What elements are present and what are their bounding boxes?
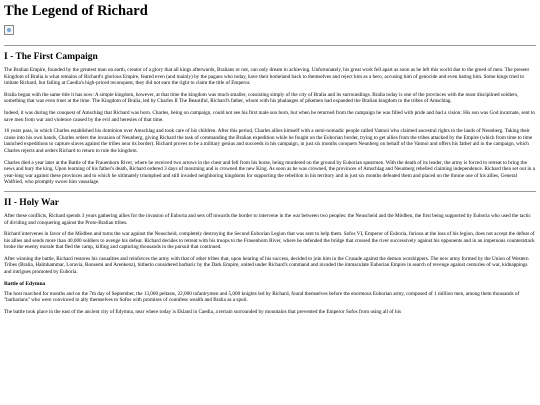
- paragraph: Indeed, it was during the conquest of Amschlag that Richard was born. Charles, being on campaign, could not see his first male son born, but when he returned from the campaign he was filled with pride and had a vision: His son was God incarnate, sent to save men from war and violence caused by the evil and heresies of that time.: [4, 109, 536, 123]
- subsection-heading: Battle of Edymna: [4, 280, 46, 287]
- paragraph: After these conflicts, Richard spends 3 years gathering allies for the invasion of Euboria and sets off towards the border to intervene in the war between two peoples: the Neuscheid and the Mödben, the first being supported by Euboria who used the tactic of dividing and conquering against the Proto-Bralian tribes.: [4, 212, 531, 226]
- section-heading: II - Holy War: [4, 197, 59, 208]
- broken-image-icon: [4, 25, 14, 35]
- divider: [4, 191, 536, 192]
- paragraph: Richard intervenes in favor of the Mödben and turns the war against the Neuscheid, completely destroying the Second Euborian Legion that was sent to help them. Sofos VI, Emperor of Euboria, furious at the loss of his legion, does not accept the defeat of his allies and sends more than 40,000 soldiers to avenge his defeat. Richard decides to retreat with his troops to the Frauenborn River, where he defended the bridge that crossed the river successively against his opponents and in an impetuous counterattack broke the enemy morale that fled the camp, killing and capturing thousands in the pursuit that continued.: [4, 231, 535, 251]
- paragraph: Charles died a year later at the Battle of the Frauenborn River, where he received two arrows in the chest and fell from his horse, being murdered on the ground by Euborian spearmen. With the death of its leader, the army is forced to retreat to bring the news and bury the king. Upon learning of his father's death, Richard ordered 3 days of mourning and is crowned the new King. As soon as he was crowned, the provinces of Amschlag and Neunberg rebelled claiming independence. Richard then set out in a year-long war against these provinces and to which he ultimately triumphed and still invaded neighboring kingdoms for supporting the rebellion in his territory and in just six months defeated them and placed on the throne one of his allies, General Walfried, who promptly swore him vassalage.: [4, 159, 535, 186]
- paragraph: After winning the battle, Richard restores his casualties and reinforces the army with that of other tribes that, upon hearing of his success, decided to join him in the Crusade against the demon worshippers. The new army formed by the Union of Western Tribes (Bralia, Halmhammar, Loravia, Ronsemi and Arenkenz), hitherto considered barbaric by the Dark Empire, united under Richard's command and invaded the immaculate Euborian Empire in search of revenge against centuries of war, kidnappings and intrigues promoted by Euboria.: [4, 255, 529, 276]
- paragraph: Bralia began with the same title it has now: A simple kingdom, however, at that time the kingdom was much smaller, consisting simply of the city of Bralia and its surroundings. Bralia today is one of the provinces with the most disciplined soldiers, something that was even truer at the time. The Kingdom of Bralia, led by Charles II The Beautiful, Richard's father, whom with his phalanges of pikemen had expanded the Bralian kingdom to the tribes of Amschlag.: [4, 91, 519, 105]
- paragraph: The battle took place in the east of the ancient city of Edymna, near where today is Ekland in Caedia, a terrain surrounded by mountains that prevented the Emperor Sofos from using all of his: [4, 308, 402, 315]
- paragraph: 16 years pass, in which Charles established his dominion over Amschlag and took care of his children. After this period, Charles allies himself with a semi-nomadic people called Vannoi who claimed ancestral rights to the lands of Neunberg. Taking their cause into his own hands, Charles orders the invasion of Neunberg, giving Richard the task of commanding the Bralian expedition while he fought on the Euborian border, trying to get allies from the tribes attacked by the Empire (which from time to time launched expeditions to capture slaves against the tribes near its border). Richard proves to be a military genius and succeeds in his campaign, in just six months conquers Neunberg on behalf of the Vannoi and offers his father aid in the campaign, which Charles rejects and orders Richard to return to rule the kingdom.: [4, 128, 533, 154]
- divider: [4, 45, 536, 46]
- page-title: The Legend of Richard: [4, 3, 148, 19]
- paragraph: The Bralian Empire, founded by the greatest man on earth, creator of a glory that all kings afterwards, Bralians or not, can only dream in achieving. Unfortunately, his great work fell apart as soon as he left this world due to the greed of men. The present Kingdom of Bralia is what remains of Richard's glorious Empire, feared even (and mainly) by the pagans who today, have their homeland back to themselves and reject him as a hero, accusing him of genocide and even hating him. Some kings tried to imitate Richard, but failing at Caedia's high-priced reconquest, they did not earn the right to claim the title of Emperor.: [4, 67, 529, 87]
- paragraph: The host marched for months and on the 7th day of September, the 13,000 peltasts, 22,000 infantrymen and 5,000 knights led by Richard, found themselves before the enormous Euborian army, composed of 1 million men, among them thousands of "barbarians" who were convinced to ally themselves to Sofos with promises of countless wealth and Bralia as a spoil.: [4, 290, 520, 304]
- section-heading: I - The First Campaign: [4, 52, 98, 62]
